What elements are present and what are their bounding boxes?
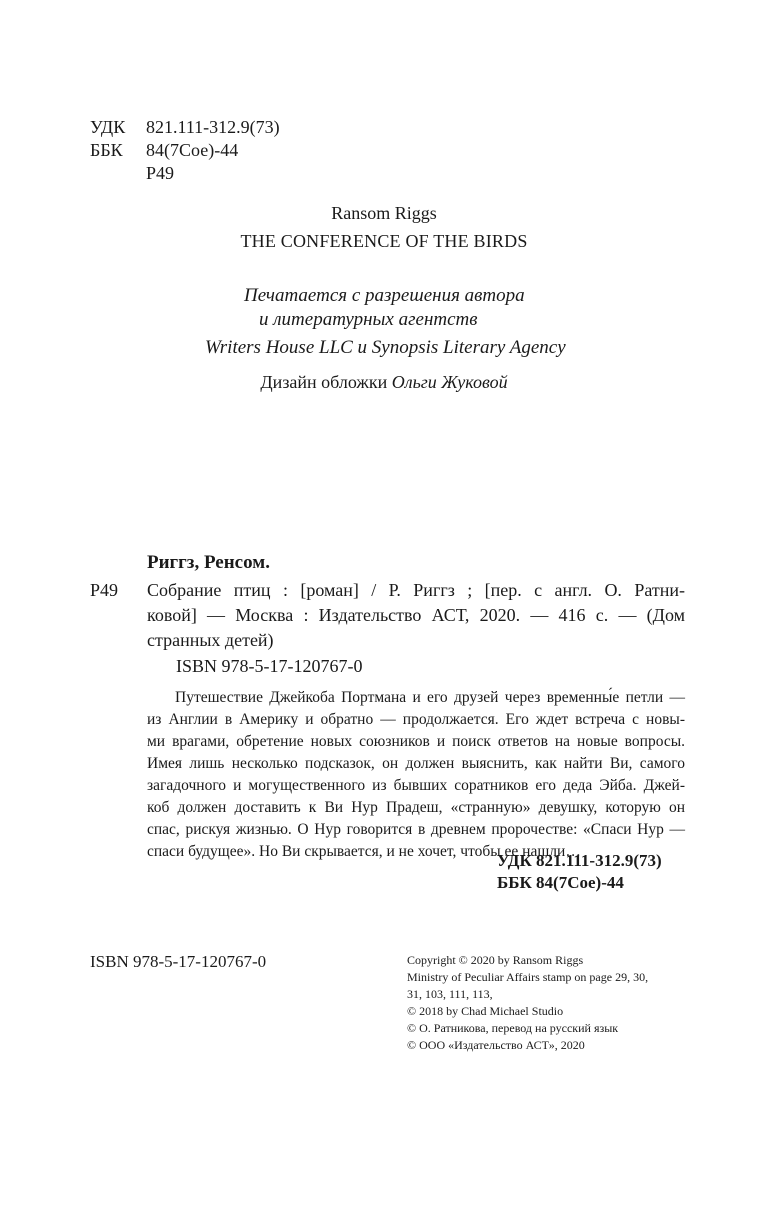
copyright-line: Copyright © 2020 by Ransom Riggs <box>407 953 584 967</box>
designer-name: Ольги Жуковой <box>391 372 508 392</box>
permission-line-1: Печатается с разрешения автора <box>244 285 525 306</box>
bibliography-description <box>147 578 685 653</box>
udk-value: 821.111-312.9(73) <box>146 117 280 137</box>
annotation-line: из Англии в Америку и обратно — продолжается. Его ждет встреча с новы- <box>147 711 685 728</box>
annotation-line: коб должен доставить к Ви Нур Прадеш, «странную» девушку, которую он <box>147 799 685 816</box>
original-author: Ransom Riggs <box>331 203 437 223</box>
copyright-line: Ministry of Peculiar Affairs stamp on page 29, 30, <box>407 970 649 984</box>
original-title: THE CONFERENCE OF THE BIRDS <box>240 231 528 251</box>
bibliography-author: Риггз, Ренсом. <box>147 552 270 573</box>
udk-label: УДК <box>90 117 126 137</box>
annotation-line: загадочного и могущественного из бывших соратников его деда Эйба. Джей- <box>147 777 685 794</box>
bbk-value: 84(7Сое)-44 <box>146 140 239 160</box>
annotation-line: Путешествие Джейкоба Портмана и его друзей через временны́е петли — <box>175 689 685 706</box>
copyright-line: © ООО «Издательство АСТ», 2020 <box>407 1038 585 1052</box>
bibliography-code: Р49 <box>90 580 119 600</box>
bibliography-line: Собрание птиц : [роман] / Р. Риггз ; [пер. с англ. О. Ратни- <box>147 580 685 600</box>
author-sign: Р49 <box>146 163 175 183</box>
copyright-block <box>407 952 648 1054</box>
permission-line-2: и литературных агентств <box>259 309 478 330</box>
classification-codes <box>90 116 280 185</box>
bibliography-isbn: ISBN 978-5-17-120767-0 <box>176 656 363 676</box>
annotation-line: Имея лишь несколько подсказок, он должен выяснить, как найти Ви, самого <box>147 755 685 772</box>
annotation <box>147 687 685 863</box>
design-prefix: Дизайн обложки <box>260 372 392 392</box>
bibliography-line: ковой] — Москва : Издательство АСТ, 2020. — 416 с. — (Дом <box>147 605 685 625</box>
classification-bold <box>497 850 662 894</box>
bibliography-line: странных детей) <box>147 630 274 650</box>
annotation-line: спаси будущее». Но Ви скрывается, и не хочет, чтобы ее нашли… <box>147 843 581 860</box>
annotation-line: спас, рискуя жизнью. О Нур говорится в древнем пророчестве: «Спаси Нур — <box>147 821 685 838</box>
copyright-line: © О. Ратникова, перевод на русский язык <box>407 1021 619 1035</box>
bbk-label: ББК <box>90 140 123 160</box>
bbk-bold: ББК 84(7Сое)-44 <box>497 873 624 892</box>
annotation-line: ми врагами, обретение новых союзников и поиск ответов на новые вопросы. <box>147 733 685 750</box>
cover-design-credit <box>0 372 768 393</box>
copyright-line: 31, 103, 111, 113, <box>407 987 493 1001</box>
permission-line-3: Writers House LLC и Synopsis Literary Agency <box>205 337 566 358</box>
footer-isbn: ISBN 978-5-17-120767-0 <box>90 952 267 971</box>
copyright-line: © 2018 by Chad Michael Studio <box>407 1004 564 1018</box>
udk-bold: УДК 821.111-312.9(73) <box>497 851 662 870</box>
